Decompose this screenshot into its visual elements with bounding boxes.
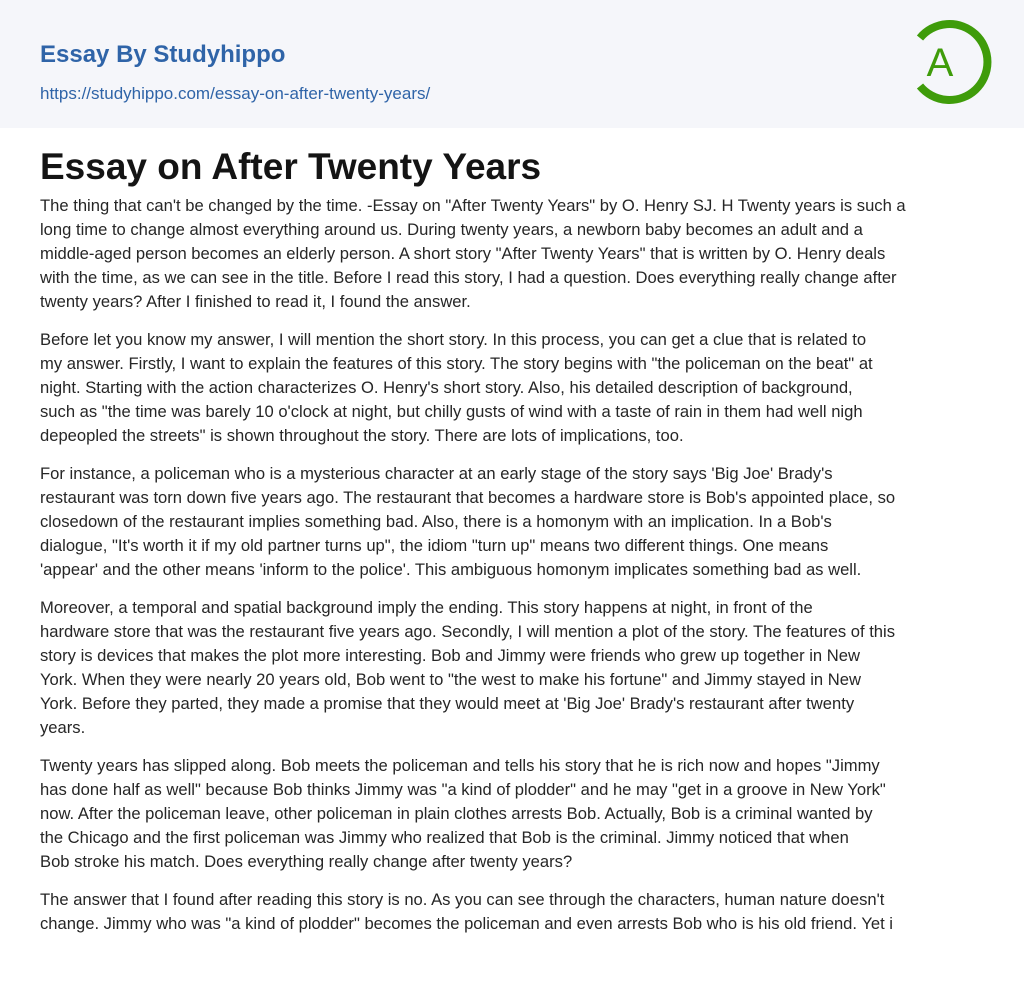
essay-body <box>40 194 1000 950</box>
paragraph-line: Moreover, a temporal and spatial background imply the ending. This story happens at night, in front of the <box>40 598 813 617</box>
paragraph-line: Before let you know my answer, I will mention the short story. In this process, you can get a clue that is related to <box>40 330 867 349</box>
brand-title: Essay By Studyhippo <box>40 41 286 68</box>
paragraph-line: closedown of the restaurant implies something bad. Also, there is a homonym with an implication. In a Bob's <box>40 512 832 531</box>
paragraph-line: night. Starting with the action characterizes O. Henry's short story. Also, his detailed description of background, <box>40 378 853 397</box>
paragraph-line: such as "the time was barely 10 o'clock at night, but chilly gusts of wind with a taste of rain in them had well nigh <box>40 402 863 421</box>
paragraph-line: York. When they were nearly 20 years old, Bob went to "the west to make his fortune" and Jimmy stayed in New <box>40 670 861 689</box>
studyhippo-logo-icon[interactable] <box>904 18 992 106</box>
paragraph-line: York. Before they parted, they made a promise that they would meet at 'Big Joe' Brady's restaurant after twenty <box>40 694 855 713</box>
paragraph-line: long time to change almost everything around us. During twenty years, a newborn baby becomes an adult and a <box>40 220 863 239</box>
paragraph-line: my answer. Firstly, I want to explain the features of this story. The story begins with "the policeman on the beat" at <box>40 354 873 373</box>
page-title: Essay on After Twenty Years <box>40 146 542 187</box>
essay-paragraph <box>40 754 1000 874</box>
paragraph-line: hardware store that was the restaurant five years ago. Secondly, I will mention a plot of the story. The features of this <box>40 622 896 641</box>
essay-paragraph <box>40 328 1000 448</box>
essay-paragraph <box>40 596 1000 740</box>
paragraph-line: dialogue, "It's worth it if my old partner turns up", the idiom "turn up" means two different things. One means <box>40 536 829 555</box>
logo-letter: A <box>926 41 954 85</box>
essay-url-link[interactable]: https://studyhippo.com/essay-on-after-twenty-years/ <box>40 84 431 103</box>
paragraph-line: depeopled the streets" is shown throughout the story. There are lots of implications, too. <box>40 426 684 445</box>
essay-paragraph <box>40 194 1000 314</box>
paragraph-line: now. After the policeman leave, other policeman in plain clothes arrests Bob. Actually, Bob is a criminal wanted by <box>40 804 873 823</box>
paragraph-line: twenty years? After I finished to read it, I found the answer. <box>40 292 471 311</box>
paragraph-line: The thing that can't be changed by the time. -Essay on "After Twenty Years" by O. Henry SJ. H Twenty years is such a <box>40 196 906 215</box>
paragraph-line: years. <box>40 718 86 737</box>
paragraph-line: change. Jimmy who was "a kind of plodder" becomes the policeman and even arrests Bob who is his old friend. Yet i <box>40 914 893 933</box>
paragraph-line: restaurant was torn down five years ago. The restaurant that becomes a hardware store is Bob's appointed place, so <box>40 488 896 507</box>
essay-paragraph <box>40 888 1000 936</box>
site-header <box>0 0 1024 128</box>
paragraph-line: has done half as well" because Bob thinks Jimmy was "a kind of plodder" and he may "get in a groove in New York" <box>40 780 886 799</box>
paragraph-line: For instance, a policeman who is a mysterious character at an early stage of the story says 'Big Joe' Brady's <box>40 464 833 483</box>
paragraph-line: middle-aged person becomes an elderly person. A short story "After Twenty Years" that is written by O. Henry deals <box>40 244 886 263</box>
paragraph-line: The answer that I found after reading this story is no. As you can see through the characters, human nature doesn't <box>40 890 885 909</box>
paragraph-line: story is devices that makes the plot more interesting. Bob and Jimmy were friends who grew up together in New <box>40 646 860 665</box>
paragraph-line: 'appear' and the other means 'inform to the police'. This ambiguous homonym implicates something bad as well. <box>40 560 862 579</box>
paragraph-line: the Chicago and the first policeman was Jimmy who realized that Bob is the criminal. Jimmy noticed that when <box>40 828 849 847</box>
paragraph-line: with the time, as we can see in the title. Before I read this story, I had a question. Does everything really change after <box>40 268 897 287</box>
paragraph-line: Bob stroke his match. Does everything really change after twenty years? <box>40 852 573 871</box>
paragraph-line: Twenty years has slipped along. Bob meets the policeman and tells his story that he is rich now and hopes "Jimmy <box>40 756 880 775</box>
essay-paragraph <box>40 462 1000 582</box>
